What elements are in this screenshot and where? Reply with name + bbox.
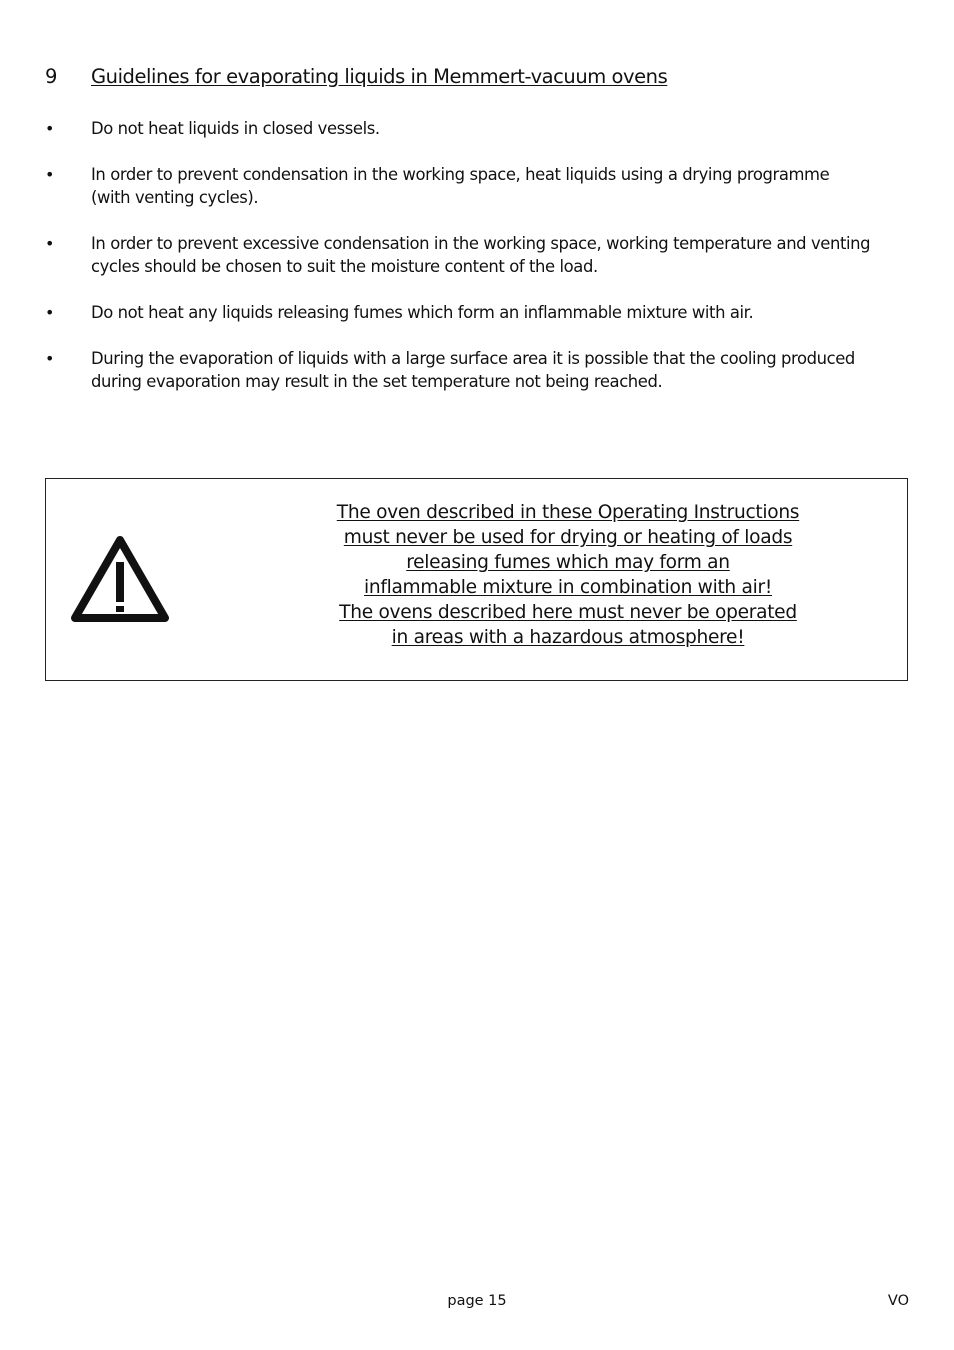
warning-line: The ovens described here must never be operated: [339, 602, 797, 623]
list-item-line: During the evaporation of liquids with a large surface area it is possible that the cooling produced: [91, 349, 855, 368]
list-item: [45, 301, 915, 324]
list-item-line: In order to prevent condensation in the working space, heat liquids using a drying programme: [91, 165, 830, 184]
list-item-line: during evaporation may result in the set temperature not being reached.: [91, 372, 663, 391]
warning-line: The oven described in these Operating Instructions: [336, 502, 800, 523]
document-code: VO: [887, 1293, 909, 1309]
warning-box: [45, 478, 908, 681]
bullet-icon: •: [45, 303, 55, 322]
list-item: [45, 117, 915, 140]
list-item-line: In order to prevent excessive condensation in the working space, working temperature and venting: [91, 234, 871, 253]
warning-triangle-icon: [70, 535, 170, 625]
warning-text: [308, 500, 828, 650]
section-heading: [45, 64, 667, 90]
list-item: [45, 347, 915, 393]
list-item-line: cycles should be chosen to suit the moisture content of the load.: [91, 257, 598, 276]
list-item: [45, 232, 915, 278]
list-item-line: Do not heat any liquids releasing fumes which form an inflammable mixture with air.: [91, 303, 754, 322]
bullet-icon: •: [45, 234, 55, 253]
warning-line: must never be used for drying or heating of loads: [343, 527, 793, 548]
warning-line: releasing fumes which may form an: [406, 552, 730, 573]
list-item-line: (with venting cycles).: [91, 188, 259, 207]
bullet-icon: •: [45, 119, 55, 138]
list-item-line: Do not heat liquids in closed vessels.: [91, 119, 380, 138]
warning-line: in areas with a hazardous atmosphere!: [391, 627, 745, 648]
bullet-icon: •: [45, 165, 55, 184]
list-item: [45, 163, 915, 209]
page-number: page 15: [447, 1293, 507, 1309]
section-number: 9: [45, 65, 57, 88]
section-title: Guidelines for evaporating liquids in Memmert-vacuum ovens: [91, 65, 668, 88]
bullet-icon: •: [45, 349, 55, 368]
guideline-list: [45, 117, 915, 416]
warning-line: inflammable mixture in combination with air!: [363, 577, 772, 598]
